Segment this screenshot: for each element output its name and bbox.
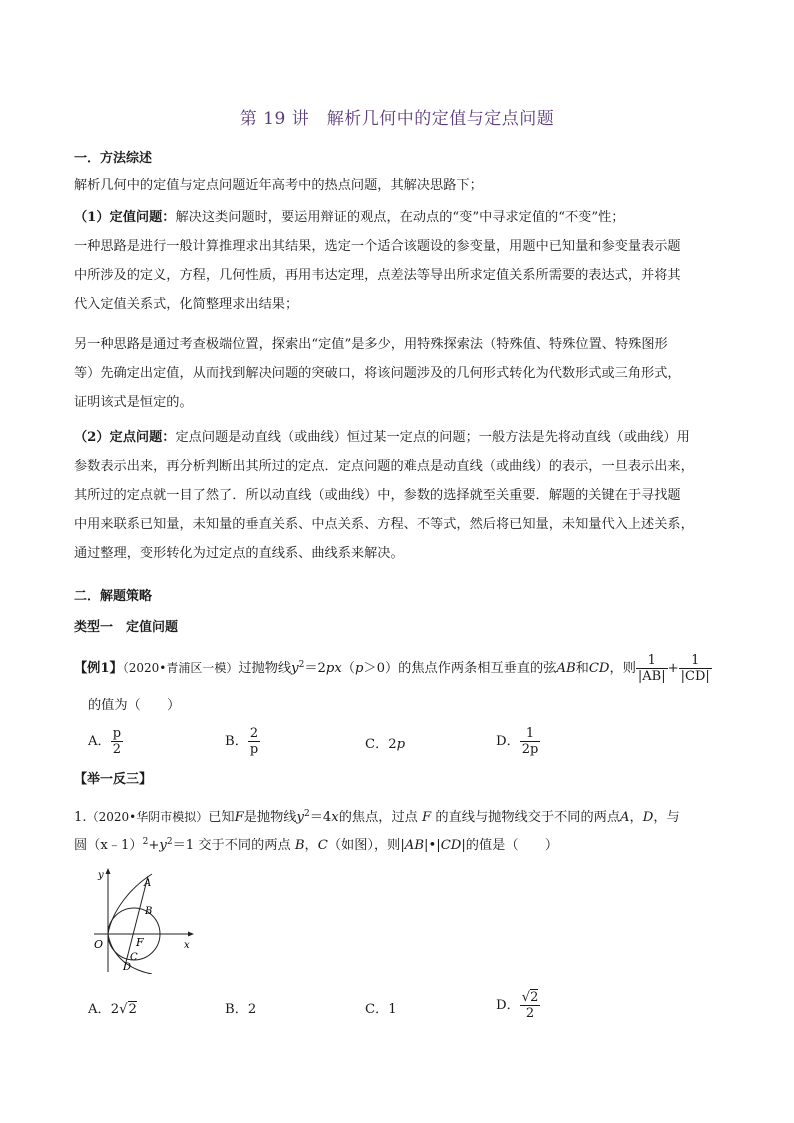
example-tag: 【例1】 [74,661,123,676]
fig-label-a: A [144,878,152,889]
question-1-line-2: 圆$(x﹣1)^2+y^2=1$ 交于不同的两点 B，C（如图），则|AB|•|CD|的值是（ ） [74,837,559,853]
fig-label-d: D [123,962,132,973]
section-heading-method: 一．方法综述 [74,151,153,166]
option-b[interactable]: B． $\frac{2}{p}$ [225,726,259,757]
fixed-value-paragraph [74,204,724,231]
approach-two-line: 另一种思路是通过考查极端位置，探索出“定值”是多少，用特殊探索法（特殊值、特殊位置、特殊图形 [74,337,668,352]
option-d[interactable]: D． $\frac{1}{2p}$ [496,726,539,757]
fig-label-f: F [136,936,144,949]
approach-two-line: 等）先确定出定值，从而找到解决问题的突破口，将该问题涉及的几何形式转化为代数形式或三角形式， [74,366,681,381]
q1-option-b[interactable]: B．2 [225,1002,257,1017]
fixed-value-label: （1）定值问题： [74,210,176,225]
example-1-stem: 【例1】（2020•青浦区一模）过抛物线$y^2=2px(p>0)$的焦点作两条相互垂直的弦AB和CD，则 $\frac{1}{|AB|}$ + $\frac{1}{|CD|}$ [74,653,710,684]
y-axis-arrow [106,868,111,874]
practice-heading: 【举一反三】 [74,772,153,787]
fixed-point-paragraph [74,424,724,451]
fraction-1-over-cd: $\frac{1}{|CD|}$ [680,653,710,684]
fixed-point-line: 中用来联系已知量，未知量的垂直关系、中点关系、方程、不等式，然后将已知量，未知量代入上述关系， [74,517,694,532]
fraction-1-over-ab: $\frac{1}{|AB|}$ [637,653,666,684]
q1-option-c[interactable]: C．1 [365,1002,397,1017]
approach-one-line: 代入定值关系式，化简整理求出结果； [74,297,299,312]
x-axis-arrow [188,932,194,937]
option-a[interactable]: A． $\frac{p}{2}$ [88,726,122,757]
parabola-circle-figure [90,866,196,974]
q1-option-a[interactable]: A．2√2 [88,1002,137,1017]
approach-one-line: 中所涉及的定义，方程，几何性质，再用韦达定理，点差法等导出所求定值关系所需要的表达式，并将其 [74,268,681,283]
fig-label-x: x [184,940,190,951]
q1-option-d[interactable]: D． $\frac{√2}{2}$ [496,990,539,1021]
fig-label-o: O [94,938,104,951]
option-c[interactable]: C．2p [365,737,406,752]
fixed-point-line: 参数表示出来，再分析判断出其所过的定点．定点问题的难点是动直线（或曲线）的表示，一旦表示出来， [74,459,694,474]
approach-one-line: 一种思路是进行一般计算推理求出其结果，选定一个适合该题设的参变量，用题中已知量和参变量表示题 [74,239,681,254]
question-1-line-1: 1.（2020•华阴市模拟）已知F是抛物线$y^2=4x$的焦点，过点 F 的直线与抛物线交于不同的两点A，D，与 [74,809,680,825]
approach-two-line: 证明该式是恒定的。 [74,395,193,410]
section-heading-strategy: 二．解题策略 [74,589,153,604]
fixed-value-text: 解决这类问题时，要运用辩证的观点，在动点的“变”中寻求定值的“不变”性； [175,210,625,225]
fixed-point-line: 其所过的定点就一目了然了．所以动直线（或曲线）中，参数的选择就至关重要．解题的关键在于寻找题 [74,488,681,503]
example-1-tail: 的值为（ ） [88,698,181,713]
fixed-point-label: （2）定点问题： [74,430,176,445]
fixed-point-line: 通过整理，变形转化为过定点的直线系、曲线系来解决。 [74,546,404,561]
type-heading: 类型一 定值问题 [74,620,179,635]
fig-label-b: B [145,906,153,917]
fig-label-y: y [98,870,104,881]
example-source: （2020•青浦区一模） [122,661,239,675]
fig-label-c: C [130,952,138,963]
page-title: 第 19 讲 解析几何中的定值与定点问题 [239,109,555,129]
intro-paragraph: 解析几何中的定值与定点问题近年高考中的热点问题，其解决思路下； [74,178,483,193]
fixed-point-first: 定点问题是动直线（或曲线）恒过某一定点的问题；一般方法是先将动直线（或曲线）用 [175,430,690,445]
